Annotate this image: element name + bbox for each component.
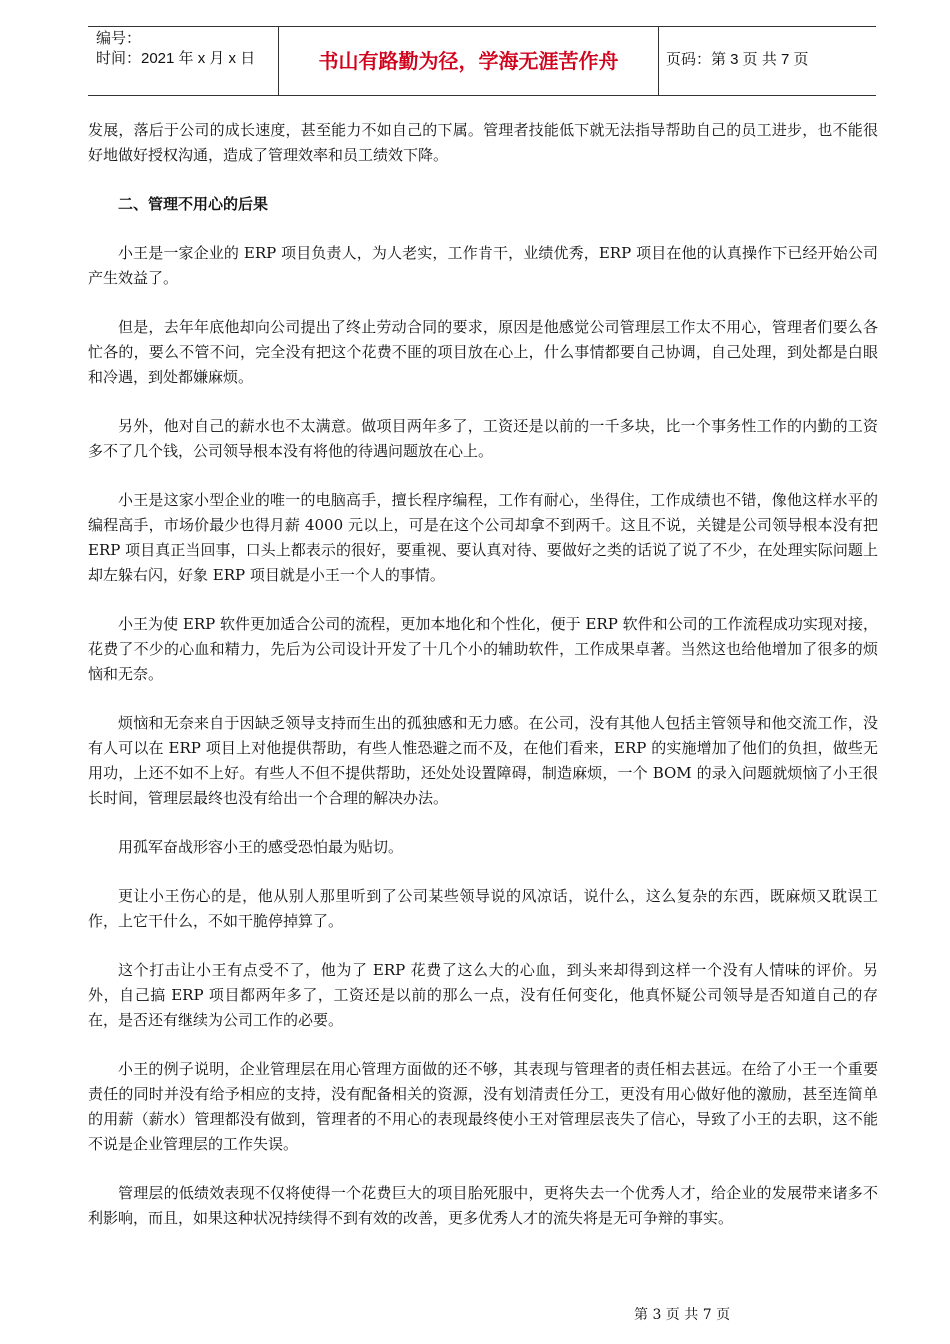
paragraph: 这个打击让小王有点受不了，他为了 ERP 花费了这么大的心血，到头来却得到这样一个没有人情味的评价。另外，自己搞 ERP 项目都两年多了，工资还是以前的那么一点，没有任何变化，他真怀疑公司领导是否知道自己的存在，是否还有继续为公司工作的必要。 (88, 961, 878, 1029)
paragraph: 小王为使 ERP 软件更加适合公司的流程，更加本地化和个性化，便于 ERP 软件和公司的工作流程成功实现对接，花费了不少的心血和精力，先后为公司设计开发了十几个小的辅助软件，工作成果卓著。当然这也给他增加了很多的烦恼和无奈。 (88, 615, 878, 683)
paragraph: 更让小王伤心的是，他从别人那里听到了公司某些领导说的风凉话，说什么，这么复杂的东西，既麻烦又耽误工作，上它干什么，不如干脆停掉算了。 (88, 887, 878, 930)
paragraph: 小王是一家企业的 ERP 项目负责人，为人老实，工作肯干，业绩优秀，ERP 项目在他的认真操作下已经开始公司产生效益了。 (88, 244, 878, 287)
paragraph: 烦恼和无奈来自于因缺乏领导支持而生出的孤独感和无力感。在公司，没有其他人包括主管领导和他交流工作，没有人可以在 ERP 项目上对他提供帮助，有些人惟恐避之而不及，在他们看来，ERP 的实施增加了他们的负担，做些无用功，上还不如不上好。有些人不但不提供帮助，还处处设置障碍，制造麻烦，一个 BOM 的录入问题就烦恼了小王很长时间，管理层最终也没有给出一个合理的解决办法。 (88, 714, 878, 807)
header-meta (96, 29, 255, 69)
header-divider-right (658, 27, 659, 95)
document-date: 时间：2021 年 x 月 x 日 (96, 50, 256, 67)
paragraph: 小王的例子说明，企业管理层在用心管理方面做的还不够，其表现与管理者的责任相去甚远。在给了小王一个重要责任的同时并没有给予相应的支持，没有配备相关的资源，没有划清责任分工，更没有用心做好他的激励，甚至连简单的用薪（薪水）管理都没有做到，管理者的不用心的表现最终使小王对管理层丧失了信心，导致了小王的去职，这不能不说是企业管理层的工作失误。 (88, 1060, 878, 1153)
paragraph: 但是，去年年底他却向公司提出了终止劳动合同的要求，原因是他感觉公司管理层工作太不用心，管理者们要么各忙各的，要么不管不问，完全没有把这个花费不匪的项目放在心上，什么事情都要自己协调，自己处理，到处都是白眼和冷遇，到处都嫌麻烦。 (88, 318, 878, 386)
header-motto: 书山有路勤为径，学海无涯苦作舟 (318, 49, 619, 73)
paragraph-continued: 发展，落后于公司的成长速度，甚至能力不如自己的下属。管理者技能低下就无法指导帮助自己的员工进步，也不能很好地做好授权沟通，造成了管理效率和员工绩效下降。 (88, 121, 878, 164)
header-page-info: 页码：第 3 页 共 7 页 (666, 51, 809, 68)
document-number-label: 编号： (96, 30, 142, 47)
paragraph: 小王是这家小型企业的唯一的电脑高手，擅长程序编程，工作有耐心，坐得住，工作成绩也不错，像他这样水平的编程高手，市场价最少也得月薪 4000 元以上，可是在这个公司却拿不到两千。这且不说，关键是公司领导根本没有把 ERP 项目真正当回事，口头上都表示的很好，要重视、要认真对待、要做好之类的话说了说了不少，在处理实际问题上却左躲右闪，好象 ERP 项目就是小王一个人的事情。 (88, 491, 878, 584)
page-footer: 第 3 页 共 7 页 (634, 1307, 731, 1323)
document-body (88, 118, 878, 1255)
paragraph: 管理层的低绩效表现不仅将使得一个花费巨大的项目胎死服中，更将失去一个优秀人才，给企业的发展带来诸多不利影响，而且，如果这种状况持续得不到有效的改善，更多优秀人才的流失将是无可争辩的事实。 (88, 1184, 878, 1227)
section-heading: 二、管理不用心的后果 (118, 195, 269, 213)
page-header (88, 26, 876, 96)
paragraph: 另外，他对自己的薪水也不太满意。做项目两年多了，工资还是以前的一千多块，比一个事务性工作的内勤的工资多不了几个钱，公司领导根本没有将他的待遇问题放在心上。 (88, 417, 878, 460)
paragraph: 用孤军奋战形容小王的感受恐怕最为贴切。 (118, 838, 404, 856)
